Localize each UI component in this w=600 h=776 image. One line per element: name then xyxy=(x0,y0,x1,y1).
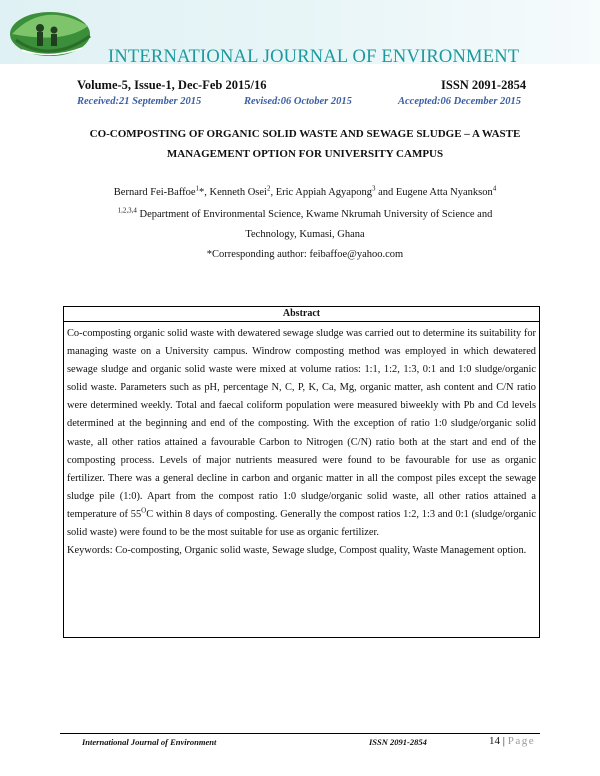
page-number xyxy=(489,735,535,747)
received-date: Received:21 September 2015 xyxy=(77,96,202,107)
paper-title-line-1: CO-COMPOSTING OF ORGANIC SOLID WASTE AND SEWAGE SLUDGE – A WASTE xyxy=(89,128,521,140)
author-name: Bernard Fei-Baffoe xyxy=(113,187,196,198)
abstract-text-part-2: C within 8 days of composting. Generally the compost ratios 1:2, 1:3 and 0:1 (sludge/organic solid waste) were found to be the most suitable for use as organic fertilizer. xyxy=(67,508,537,539)
volume-info: Volume-5, Issue-1, Dec-Feb 2015/16 xyxy=(77,78,267,92)
journal-title: INTERNATIONAL JOURNAL OF ENVIRONMENT xyxy=(108,47,520,67)
author-sup: 4 xyxy=(492,184,497,193)
footer-divider xyxy=(60,733,540,734)
author-name: Kenneth Osei xyxy=(209,187,267,198)
page-word: Page xyxy=(507,735,536,747)
abstract-heading: Abstract xyxy=(64,307,539,322)
corresponding-author: *Corresponding author: feibaffoe@yahoo.com xyxy=(206,249,404,260)
abstract-text-part-1: Co-composting organic solid waste with dewatered sewage sludge was carried out to determine its suitability for managing waste on a University campus. Windrow composting method was employed in which dewatered sewage sludge and organic solid waste were mixed at volume ratios: 1:1, 1:2, 1:3, 0:1 and 1:0 sludge/organic solid waste. Parameters such as pH, percentage N, C, P, K, Ca, Mg, organic matter, ash content and C/N ratio were determined weekly. Total and faecal coliform population were measured biweekly with Pb and Cd levels determined at the beginning and end of the composting. With the exception of ratio 1:0 sludge/organic solid waste, all other ratios attained a favourable Carbon to Nitrogen (C/N) ratio both at the start and end of the composting process. Levels of major nutrients measured were found to be favourable for use as organic fertilizer. There was a general decline in carbon and organic matter in all the compost piles except the sewage sludge pile (1:0). Apart from the compost ratio 1:0 sludge/organic solid waste, all other ratios attained a temperature of 55 xyxy=(67,328,536,520)
keywords: Keywords: Co-composting, Organic solid waste, Sewage sludge, Compost quality, Waste Management option. xyxy=(67,545,527,557)
author-sup: 2 xyxy=(266,184,271,193)
issn-info: ISSN 2091-2854 xyxy=(441,78,527,92)
abstract-box xyxy=(63,306,540,638)
paper-title-line-2: MANAGEMENT OPTION FOR UNIVERSITY CAMPUS xyxy=(166,148,444,160)
accepted-date: Accepted:06 December 2015 xyxy=(398,96,522,107)
author-list xyxy=(60,183,550,203)
affiliation-text: Department of Environmental Science, Kwame Nkrumah University of Science and xyxy=(136,209,493,220)
author-name: Eugene Atta Nyankson xyxy=(395,187,493,198)
author-sep: , xyxy=(270,187,276,198)
footer-journal: International Journal of Environment xyxy=(82,737,217,747)
author-sup: 1 xyxy=(195,184,200,193)
page-separator: | xyxy=(500,735,508,747)
page-number-value: 14 xyxy=(489,735,500,747)
author-sup: 3 xyxy=(371,184,376,193)
journal-logo-icon xyxy=(4,4,94,66)
footer-issn: ISSN 2091-2854 xyxy=(369,737,427,747)
affiliation-line-2: Technology, Kumasi, Ghana xyxy=(245,229,365,240)
author-sep: *, xyxy=(199,187,210,198)
affiliation-sup: 1,2,3,4 xyxy=(117,206,137,215)
affiliation-line-1 xyxy=(60,205,550,225)
abstract-text xyxy=(64,322,539,542)
temperature-degree-sup: O xyxy=(141,506,147,515)
author-name: Eric Appiah Agyapong xyxy=(275,187,372,198)
author-sep: and xyxy=(375,187,396,198)
revised-date: Revised:06 October 2015 xyxy=(244,96,352,107)
